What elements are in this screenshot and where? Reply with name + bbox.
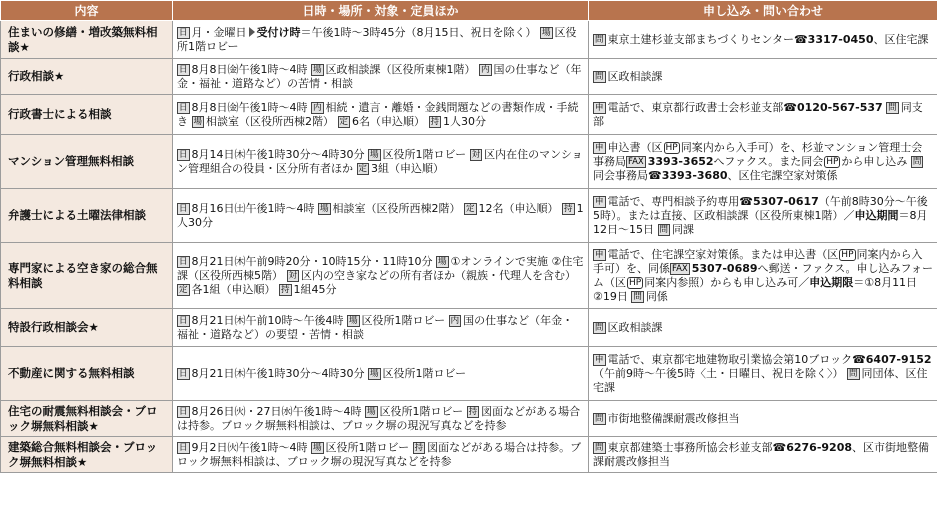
apply-tag: 申	[595, 196, 604, 207]
table-header	[1, 1, 937, 21]
place-tag: 場	[313, 64, 322, 75]
fax-icon: FAX	[672, 263, 688, 274]
inquiry-tag: 問	[595, 322, 604, 333]
table-row	[1, 309, 937, 347]
date-tag: 日	[179, 315, 188, 326]
date-tag: 日	[179, 203, 188, 214]
bring-tag: 持	[564, 203, 573, 214]
row-title: 特設行政相談会★	[1, 309, 173, 347]
place-tag: 場	[193, 116, 203, 127]
apply-tag: 申	[595, 249, 604, 260]
date-tag: 日	[179, 149, 188, 160]
row-details: 日 月・金曜日 受付け時＝午後1時～3時45分（8月15日、祝日を除く） 場 区役所1階ロビー	[173, 21, 589, 59]
date-tag: 日	[179, 27, 188, 38]
row-inquiry: 問 区政相談課	[589, 59, 937, 95]
row-inquiry: 申 申込書（区 HP 同案内から入手可）を、杉並マンション管理士会事務局 FAX 3393-3652へファクス。また同会 HP から申し込み 問同会事務局☎3393-3680、区住宅課空家対策係	[589, 135, 937, 189]
inquiry-tag: 問	[595, 413, 604, 424]
place-tag: 場	[370, 368, 379, 379]
row-title: 弁護士による土曜法律相談	[1, 189, 173, 243]
fax-icon: FAX	[628, 156, 644, 167]
row-inquiry: 申 電話で、住宅課空家対策係。または申込書（区 HP 同案内から入手可）を、同係 FAX 5307-0689へ郵送・ファクス。申し込みフォーム（区 HP 同案内参照）からも申し込み可／申込期限＝①8月11日②19日 問 同係	[589, 243, 937, 309]
table-row	[1, 347, 937, 401]
inquiry-tag: 問	[888, 102, 897, 113]
capacity-tag: 定	[179, 284, 188, 295]
target-tag: 対	[471, 149, 481, 160]
table-row	[1, 95, 937, 135]
table-row	[1, 189, 937, 243]
date-tag: 日	[179, 102, 188, 113]
capacity-tag: 定	[339, 116, 349, 127]
contents-tag: 内	[481, 64, 490, 75]
row-inquiry: 問 東京都建築士事務所協会杉並支部☎6276-9208、区市街地整備課耐震改修担当	[589, 437, 937, 473]
row-inquiry: 申 電話で、東京都行政書士会杉並支部☎0120-567-537 問 同支部	[589, 95, 937, 135]
row-title: マンション管理無料相談	[1, 135, 173, 189]
apply-tag: 申	[595, 102, 604, 113]
row-details: 日 8月14日㈭午後1時30分～4時30分 場 区役所1階ロビー 対 区内在住のマンション管理組合の役員・区分所有者ほか 定 3組（申込順）	[173, 135, 589, 189]
date-tag: 日	[179, 256, 188, 267]
bring-tag: 持	[468, 406, 478, 417]
triangle-arrow-icon	[249, 27, 255, 37]
row-title: 行政相談★	[1, 59, 173, 95]
row-inquiry: 申 電話で、東京都宅地建物取引業協会第10ブロック☎6407-9152（午前9時～午後5時〈土・日曜日、祝日を除く〉） 問 同団体、区住宅課	[589, 347, 937, 401]
row-details: 日 8月16日㈯午後1時～4時 場 相談室（区役所西棟2階） 定 12名（申込順） 持 1人30分	[173, 189, 589, 243]
place-tag: 場	[367, 406, 376, 417]
inquiry-tag: 問	[659, 224, 669, 235]
row-inquiry: 申 電話で、専門相談予約専用☎5307-0617（午前8時30分～午後5時）。または直接、区政相談課（区役所東棟1階）／申込期間＝8月12日～15日 問 同課	[589, 189, 937, 243]
place-tag: 場	[313, 442, 322, 453]
row-details: 日 8月8日㈮午後1時～4時 場 区政相談課（区役所東棟1階） 内 国の仕事など（年金・福祉・道路など）の苦情・相談	[173, 59, 589, 95]
hp-icon: HP	[665, 142, 678, 153]
row-details: 日 8月21日㈭午後1時30分～4時30分 場 区役所1階ロビー	[173, 347, 589, 401]
hp-icon: HP	[826, 156, 839, 167]
inquiry-tag: 問	[849, 368, 858, 379]
contents-tag: 内	[450, 315, 460, 326]
table-row	[1, 437, 937, 473]
row-title: 建築総合無料相談会・ブロック塀無料相談★	[1, 437, 173, 473]
row-details: 日 8月21日㈭午前9時20分・10時15分・11時10分 場 ①オンラインで実施 ②住宅課（区役所西棟5階） 対 区内の空き家などの所有者ほか（親族・代理人を含む） 定 各1組（申込順） 持 1組45分	[173, 243, 589, 309]
row-inquiry: 問 東京土建杉並支部まちづくりセンター☎3317-0450、区住宅課	[589, 21, 937, 59]
row-title: 不動産に関する無料相談	[1, 347, 173, 401]
place-tag: 場	[349, 315, 358, 326]
row-details: 日 8月21日㈭午前10時～午後4時 場 区役所1階ロビー 内 国の仕事など（年金・福祉・道路など）の要望・苦情・相談	[173, 309, 589, 347]
target-tag: 対	[288, 270, 298, 281]
hp-icon: HP	[629, 277, 642, 288]
contents-tag: 内	[313, 102, 322, 113]
hp-icon: HP	[841, 249, 854, 260]
row-title: 住まいの修繕・増改築無料相談★	[1, 21, 173, 59]
place-tag: 場	[438, 256, 447, 267]
table-row	[1, 401, 937, 437]
date-tag: 日	[179, 368, 188, 379]
inquiry-tag: 問	[595, 442, 604, 453]
place-tag: 場	[370, 149, 379, 160]
row-title: 行政書士による相談	[1, 95, 173, 135]
inquiry-tag: 問	[912, 156, 922, 167]
apply-tag: 申	[595, 142, 604, 153]
place-tag: 場	[320, 203, 329, 214]
capacity-tag: 定	[358, 163, 368, 174]
header-details: 日時・場所・対象・定員ほか	[173, 1, 589, 21]
apply-tag: 申	[595, 354, 604, 365]
header-inquiry: 申し込み・問い合わせ	[589, 1, 937, 21]
table-row	[1, 59, 937, 95]
row-title: 住宅の耐震無料相談会・ブロック塀無料相談★	[1, 401, 173, 437]
row-title: 専門家による空き家の総合無料相談	[1, 243, 173, 309]
row-details: 日 9月2日㈫午後1時～4時 場 区役所1階ロビー 持 図面などがある場合は持参。ブロック塀無料相談は、ブロック塀の現況写真などを持参	[173, 437, 589, 473]
table-row	[1, 243, 937, 309]
place-tag: 場	[542, 27, 551, 38]
date-tag: 日	[179, 442, 188, 453]
row-inquiry: 問 区政相談課	[589, 309, 937, 347]
bring-tag: 持	[281, 284, 290, 295]
date-tag: 日	[179, 406, 188, 417]
bring-tag: 持	[430, 116, 440, 127]
row-inquiry: 問 市街地整備課耐震改修担当	[589, 401, 937, 437]
inquiry-tag: 問	[595, 71, 604, 82]
inquiry-tag: 問	[633, 291, 642, 302]
capacity-tag: 定	[466, 203, 475, 214]
row-details: 日 8月8日㈮午後1時～4時 内 相続・遺言・離婚・金銭問題などの書類作成・手続き 場 相談室（区役所西棟2階） 定 6名（申込順） 持 1人30分	[173, 95, 589, 135]
date-tag: 日	[179, 64, 188, 75]
bring-tag: 持	[414, 442, 424, 453]
header-content: 内容	[1, 1, 173, 21]
inquiry-tag: 問	[595, 34, 604, 45]
table-row	[1, 21, 937, 59]
row-details: 日 8月26日㈫・27日㈬午後1時～4時 場 区役所1階ロビー 持 図面などがある場合は持参。ブロック塀無料相談は、ブロック塀の現況写真などを持参	[173, 401, 589, 437]
table-row	[1, 135, 937, 189]
